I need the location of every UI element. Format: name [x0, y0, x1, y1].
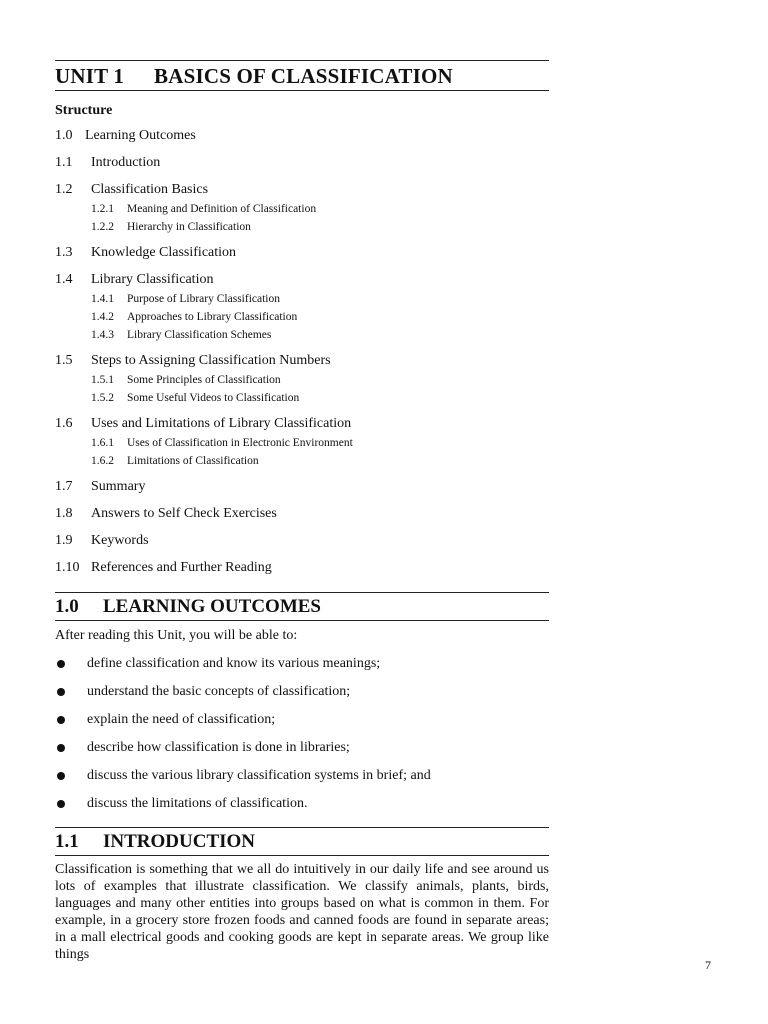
outcome-item [55, 739, 549, 757]
unit-number: UNIT 1 [55, 64, 125, 88]
bullet-icon [57, 660, 65, 668]
toc-item-title: Library Classification [91, 272, 214, 287]
toc-item-number: 1.6 [55, 416, 73, 431]
outcome-text: explain the need of classification; [87, 712, 276, 727]
toc-subitem-number: 1.2.2 [91, 221, 114, 233]
toc-subitem-number: 1.5.1 [91, 374, 114, 386]
section-title-learning-outcomes [55, 593, 549, 620]
section-rule [55, 620, 549, 621]
toc-item [55, 181, 549, 199]
toc-subitem [55, 453, 549, 469]
toc-subitem-number: 1.4.2 [91, 311, 114, 323]
section-title-introduction [55, 828, 549, 855]
document-page [55, 60, 549, 963]
outcome-text: understand the basic concepts of classification; [87, 684, 351, 699]
toc-item-number: 1.5 [55, 353, 73, 368]
page-number: 7 [705, 958, 711, 972]
toc-subitem [55, 219, 549, 235]
bullet-icon [57, 744, 65, 752]
section-number: 1.0 [55, 596, 79, 617]
section-name: INTRODUCTION [103, 831, 256, 852]
toc-subitem-number: 1.6.1 [91, 437, 114, 449]
toc-subitem [55, 327, 549, 343]
toc-item-title: Answers to Self Check Exercises [91, 506, 277, 521]
toc-subitem-title: Meaning and Definition of Classification [127, 203, 317, 215]
bullet-icon [57, 688, 65, 696]
toc-item-title: Learning Outcomes [85, 128, 196, 143]
toc-item [55, 505, 549, 523]
toc-item [55, 127, 549, 145]
toc-item-number: 1.9 [55, 533, 73, 548]
toc-item-number: 1.0 [55, 128, 73, 143]
unit-title [55, 61, 549, 90]
toc-item-number: 1.10 [55, 560, 80, 575]
toc-subitem [55, 435, 549, 451]
toc-subitem-title: Uses of Classification in Electronic Environment [127, 437, 353, 449]
unit-name: BASICS OF CLASSIFICATION [154, 64, 453, 88]
toc-subitem-title: Some Useful Videos to Classification [127, 392, 300, 404]
toc-item-title: Knowledge Classification [91, 245, 237, 260]
toc-item-number: 1.1 [55, 155, 73, 170]
toc-subitem-title: Approaches to Library Classification [127, 311, 298, 323]
toc-subitem-title: Hierarchy in Classification [127, 221, 251, 233]
toc-item [55, 559, 549, 577]
bullet-icon [57, 716, 65, 724]
section-name: LEARNING OUTCOMES [103, 596, 321, 617]
outcome-text: discuss the limitations of classification. [87, 796, 308, 811]
section-rule [55, 855, 549, 856]
toc-subitem-title: Some Principles of Classification [127, 374, 281, 386]
toc-item [55, 154, 549, 172]
toc-item [55, 532, 549, 550]
outcome-text: define classification and know its various meanings; [87, 656, 381, 671]
toc-item-number: 1.7 [55, 479, 73, 494]
introduction-paragraph: Classification is something that we all do intuitively in our daily life and see around us lots of examples that illustrate classification. We classify animals, plants, birds, languages and many other entities into groups based on what is common in them. For example, in a grocery store frozen foods and canned foods are found in separate areas; in a mall electrical goods and cooking goods are kept in separate areas. We group like things [55, 862, 549, 962]
toc-item-title: Introduction [91, 155, 161, 170]
toc-item-number: 1.3 [55, 245, 73, 260]
toc-item [55, 244, 549, 262]
toc-subitem-number: 1.5.2 [91, 392, 114, 404]
toc-subitem [55, 201, 549, 217]
outcome-item [55, 683, 549, 701]
outcome-item [55, 655, 549, 673]
section-number: 1.1 [55, 831, 79, 852]
toc-subitem [55, 309, 549, 325]
toc-item-title: Keywords [91, 533, 149, 548]
toc-subitem-title: Limitations of Classification [127, 455, 259, 467]
bullet-icon [57, 772, 65, 780]
toc-subitem-title: Library Classification Schemes [127, 329, 272, 341]
outcome-text: discuss the various library classification systems in brief; and [87, 768, 431, 783]
outcome-text: describe how classification is done in libraries; [87, 740, 350, 755]
toc-subitem-number: 1.4.1 [91, 293, 114, 305]
outcomes-intro: After reading this Unit, you will be able to: [55, 628, 298, 643]
outcome-item [55, 711, 549, 729]
toc-item [55, 271, 549, 289]
toc-item-title: Summary [91, 479, 146, 494]
toc-item-title: Uses and Limitations of Library Classification [91, 416, 352, 431]
table-of-contents [55, 127, 549, 577]
outcome-item [55, 795, 549, 813]
toc-item [55, 352, 549, 370]
bullet-icon [57, 800, 65, 808]
toc-subitem-title: Purpose of Library Classification [127, 293, 280, 305]
toc-item-title: References and Further Reading [91, 560, 272, 575]
toc-subitem-number: 1.2.1 [91, 203, 114, 215]
structure-label: Structure [55, 103, 113, 118]
toc-item-number: 1.4 [55, 272, 73, 287]
outcomes-list [55, 655, 549, 813]
toc-item-number: 1.8 [55, 506, 73, 521]
toc-item-title: Classification Basics [91, 182, 209, 197]
toc-item [55, 478, 549, 496]
toc-item-number: 1.2 [55, 182, 73, 197]
toc-subitem-number: 1.4.3 [91, 329, 114, 341]
toc-subitem [55, 372, 549, 388]
unit-title-rule [55, 90, 549, 91]
toc-subitem-number: 1.6.2 [91, 455, 114, 467]
toc-subitem [55, 291, 549, 307]
toc-subitem [55, 390, 549, 406]
toc-item-title: Steps to Assigning Classification Numbers [91, 353, 331, 368]
toc-item [55, 415, 549, 433]
outcome-item [55, 767, 549, 785]
